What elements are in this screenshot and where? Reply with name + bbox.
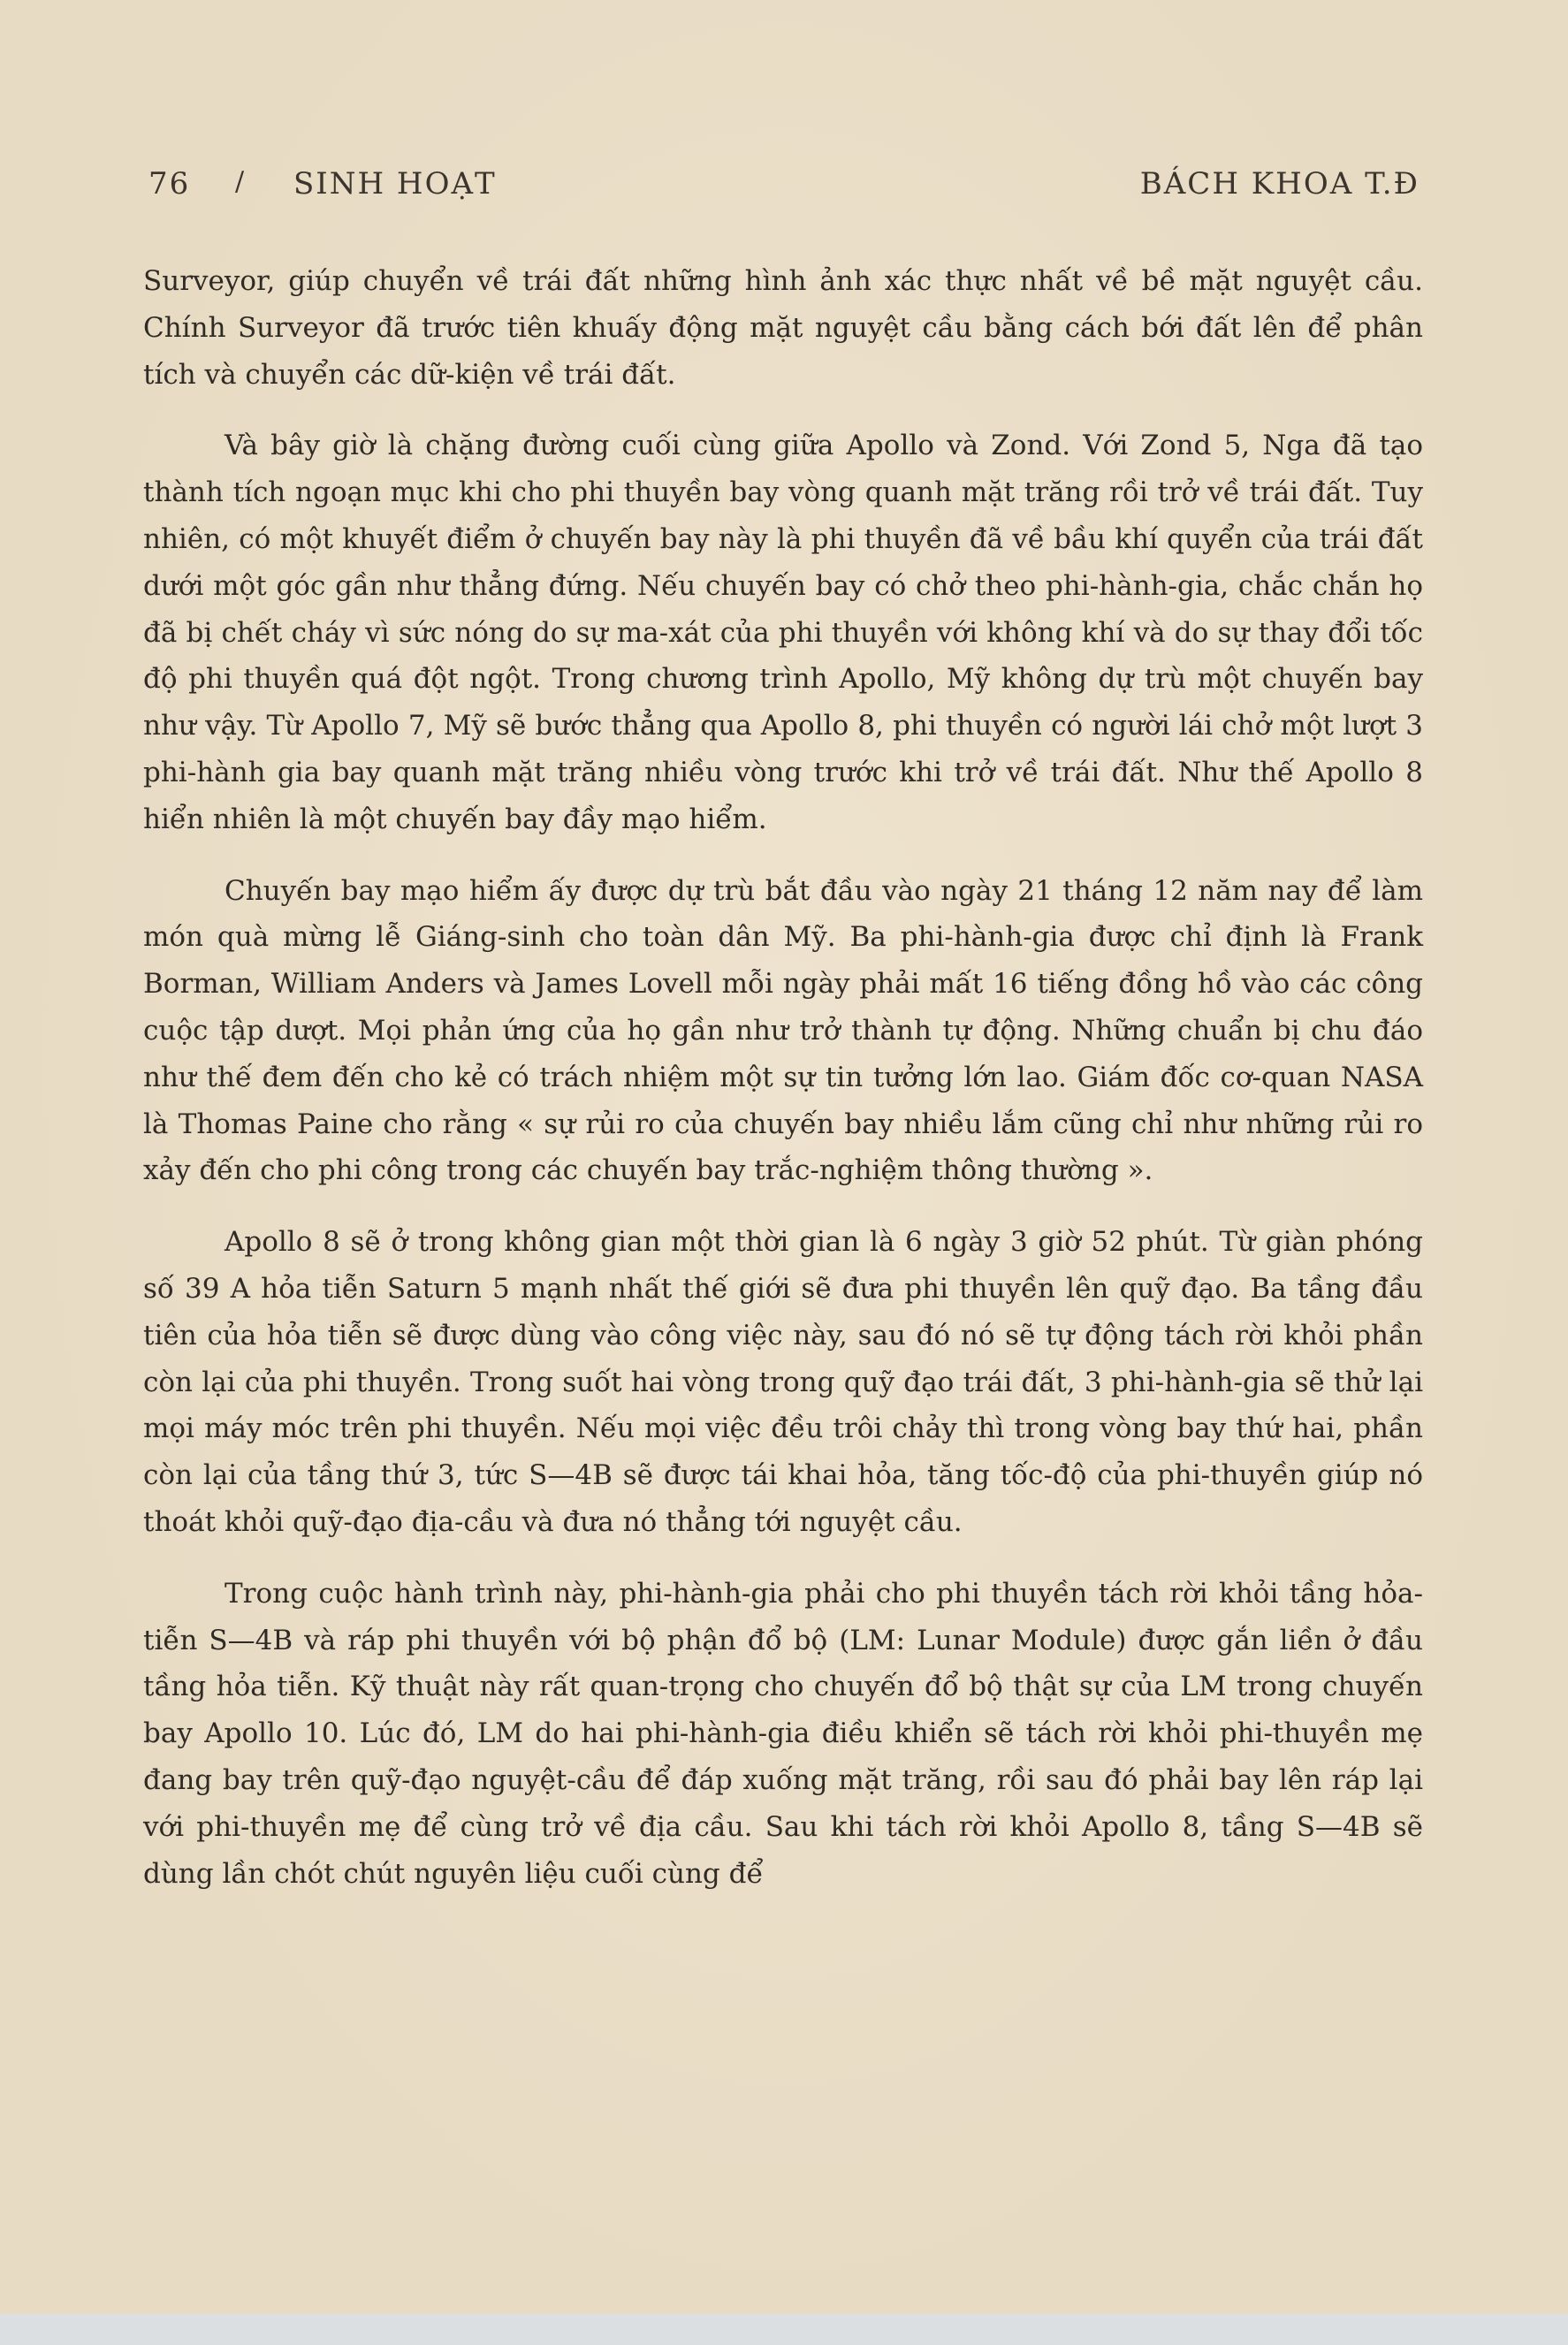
paragraph-apollo-zond: Và bây giờ là chặng đường cuối cùng giữa Apollo và Zond. Với Zond 5, Nga đã tạo thành tích ngoạn mục khi cho phi thuyền bay vòng quanh mặt trăng rồi trở về trái đất. Tuy nhiên, có một khuyết điểm ở chuyến bay này là phi thuyền đã về bầu khí quyển của trái đất dưới một góc gần như thẳng đứng. Nếu chuyến bay có chở theo phi-hành-gia, chắc chắn họ đã bị chết cháy vì sức nóng do sự ma-xát của phi thuyền với không khí và do sự thay đổi tốc độ phi thuyền quá đột ngột. Trong chương trình Apollo, Mỹ không dự trù một chuyến bay như vậy. Từ Apollo 7, Mỹ sẽ bước thẳng qua Apollo 8, phi thuyền có người lái chở một lượt 3 phi-hành gia bay quanh mặt trăng nhiều vòng trước khi trở về trái đất. Như thế Apollo 8 hiển nhiên là một chuyến bay đầy mạo hiểm. bbox=[143, 430, 1423, 835]
paragraph-christmas-flight: Chuyến bay mạo hiểm ấy được dự trù bắt đầu vào ngày 21 tháng 12 năm nay để làm món quà mừng lễ Giáng-sinh cho toàn dân Mỹ. Ba phi-hành-gia được chỉ định là Frank Borman, William Anders và James Lovell mỗi ngày phải mất 16 tiếng đồng hồ vào các công cuộc tập dượt. Mọi phản ứng của họ gần như trở thành tự động. Những chuẩn bị chu đáo như thế đem đến cho kẻ có trách nhiệm một sự tin tưởng lớn lao. Giám đốc cơ-quan NASA là Thomas Paine cho rằng « sự rủi ro của chuyến bay nhiều lắm cũng chỉ như những rủi ro xảy đến cho phi công trong các chuyến bay trắc-nghiệm thông thường ». bbox=[143, 874, 1423, 1187]
header-separator: / bbox=[235, 166, 247, 197]
article-body bbox=[143, 258, 1423, 1897]
page-number: 76 bbox=[148, 166, 191, 202]
running-header bbox=[122, 166, 1430, 210]
scan-bottom-edge bbox=[0, 2314, 1568, 2345]
section-title: SINH HOẠT bbox=[293, 166, 497, 202]
paragraph-saturn-launch: Apollo 8 sẽ ở trong không gian một thời gian là 6 ngày 3 giờ 52 phút. Từ giàn phóng số 39 A hỏa tiễn Saturn 5 mạnh nhất thế giới sẽ đưa phi thuyền lên quỹ đạo. Ba tầng đầu tiên của hỏa tiễn sẽ được dùng vào công việc này, sau đó nó sẽ tự động tách rời khỏi phần còn lại của phi thuyền. Trong suốt hai vòng trong quỹ đạo trái đất, 3 phi-hành-gia sẽ thử lại mọi máy móc trên phi thuyền. Nếu mọi việc đều trôi chảy thì trong vòng bay thứ hai, phần còn lại của tầng thứ 3, tức S—4B sẽ được tái khai hỏa, tăng tốc-độ của phi-thuyền giúp nó thoát khỏi quỹ-đạo địa-cầu và đưa nó thẳng tới nguyệt cầu. bbox=[143, 1226, 1423, 1538]
magazine-title: BÁCH KHOA T.Đ bbox=[1139, 166, 1420, 202]
paragraph-continuation: Surveyor, giúp chuyển về trái đất những hình ảnh xác thực nhất về bề mặt nguyệt cầu. Chính Surveyor đã trước tiên khuấy động mặt nguyệt cầu bằng cách bới đất lên để phân tích và chuyển các dữ-kiện về trái đất. bbox=[143, 265, 1423, 391]
paragraph-lunar-module: Trong cuộc hành trình này, phi-hành-gia phải cho phi thuyền tách rời khỏi tầng hỏa-tiễn S—4B và ráp phi thuyền với bộ phận đổ bộ (LM: Lunar Module) được gắn liền ở đầu tầng hỏa tiễn. Kỹ thuật này rất quan-trọng cho chuyến đổ bộ thật sự của LM trong chuyến bay Apollo 10. Lúc đó, LM do hai phi-hành-gia điều khiển sẽ tách rời khỏi phi-thuyền mẹ đang bay trên quỹ-đạo nguyệt-cầu để đáp xuống mặt trăng, rồi sau đó phải bay lên ráp lại với phi-thuyền mẹ để cùng trở về địa cầu. Sau khi tách rời khỏi Apollo 8, tầng S—4B sẽ dùng lần chót chút nguyên liệu cuối cùng để bbox=[143, 1577, 1423, 1890]
